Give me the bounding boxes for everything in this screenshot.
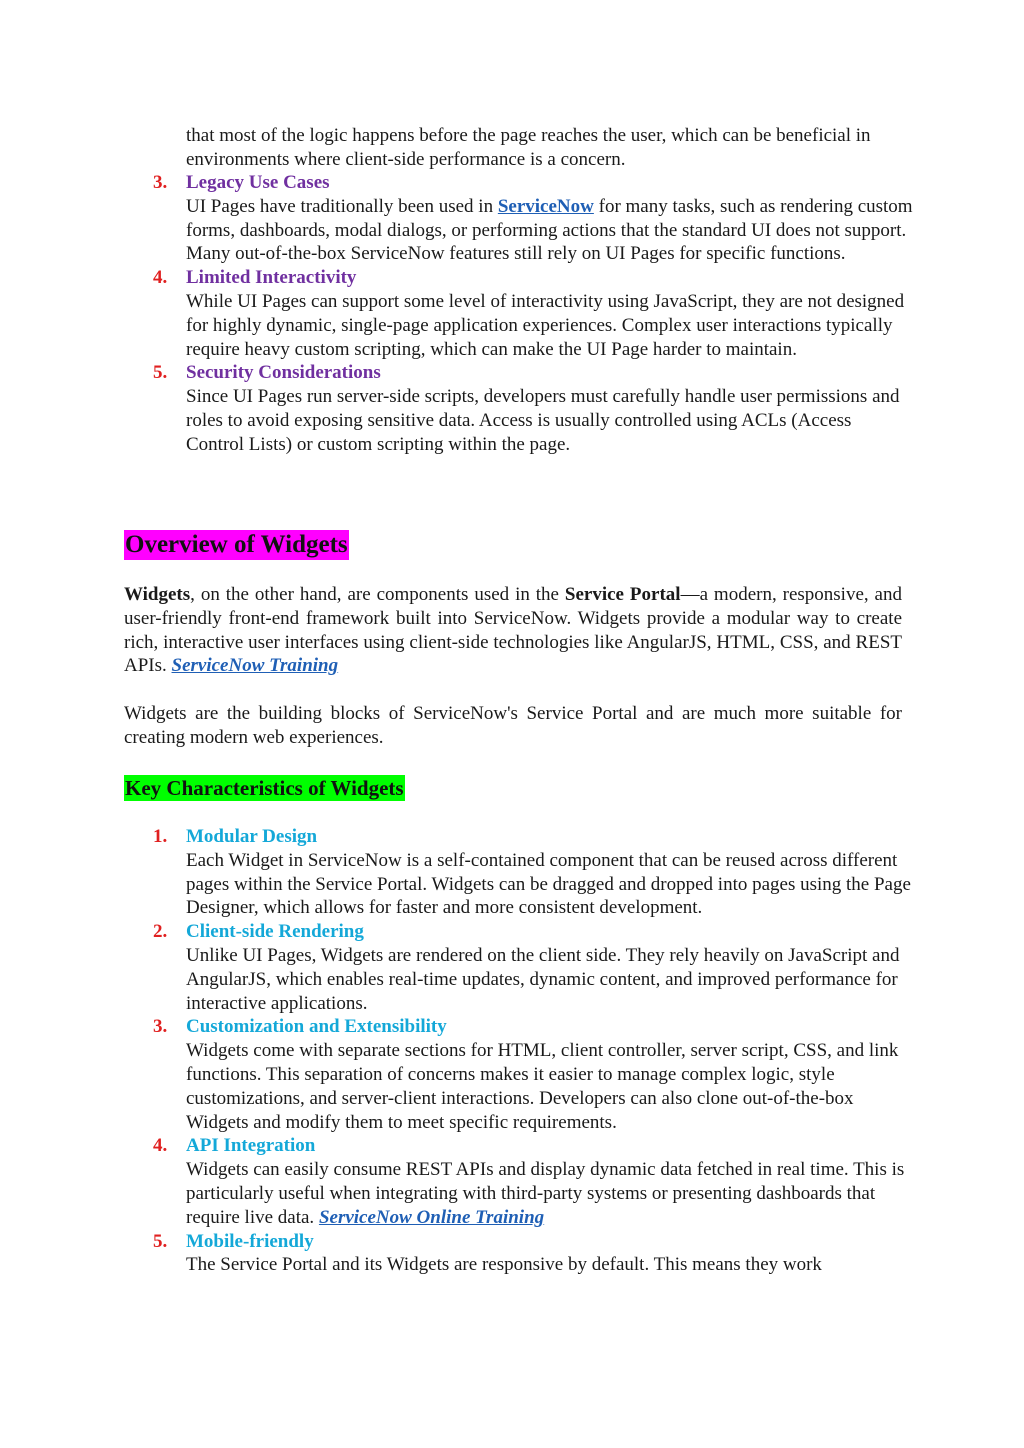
list-item <box>124 825 914 920</box>
item-body <box>186 195 914 266</box>
list-number: 3. <box>153 172 168 193</box>
list-number: 5. <box>153 362 168 384</box>
item-heading: Client-side Rendering <box>186 921 364 943</box>
item-heading: Mobile-friendly <box>186 1230 314 1252</box>
widgets-intro-paragraph <box>124 583 902 678</box>
body-text: Widgets can easily consume REST APIs and display dynamic data fetched in real time. This is particularly useful when integrating with third-party systems or presenting dashboards that require live data. <box>186 1159 905 1228</box>
item-body: Unlike UI Pages, Widgets are rendered on the client side. They rely heavily on JavaScript and AngularJS, which enables real-time updates, dynamic content, and improved performance for interactive applications. <box>186 944 900 1014</box>
list-item <box>124 361 914 456</box>
list-number: 2. <box>153 921 168 943</box>
widgets-characteristics-list <box>124 825 914 1277</box>
body-text: , on the other hand, are components used in the <box>190 584 565 605</box>
item-body: Each Widget in ServiceNow is a self-contained component that can be reused across different pages within the Service Portal. Widgets can be dragged and dropped into pages using the Page Designer, which allows for faster and more consistent development. <box>186 849 911 919</box>
list-item <box>124 1230 914 1278</box>
body-text: UI Pages have traditionally been used in <box>186 195 498 217</box>
body-text: for many tasks, such as rendering custom forms, dashboards, modal dialogs, or performing actions that the standard UI does not support. Many out-of-the-box ServiceNow features still rely on UI Pages for specific functions. <box>186 195 913 265</box>
item-heading: Customization and Extensibility <box>186 1016 447 1038</box>
servicenow-link[interactable]: ServiceNow <box>497 195 594 217</box>
overview-of-widgets-heading: Overview of Widgets <box>125 531 348 558</box>
list-item <box>124 266 914 361</box>
list-number: 3. <box>153 1016 168 1038</box>
list-item <box>124 1015 914 1134</box>
intro-continuation: that most of the logic happens before the page reaches the user, which can be beneficial in environments where client-side performance is a concern. <box>186 125 871 170</box>
item-body: While UI Pages can support some level of interactivity using JavaScript, they are not designed for highly dynamic, single-page application experiences. Complex user interactions typically require heavy custom scripting, which can make the UI Page harder to maintain. <box>186 290 905 360</box>
list-number: 4. <box>153 267 168 289</box>
item-heading: Limited Interactivity <box>186 267 357 289</box>
list-number: 1. <box>153 826 168 847</box>
building-blocks-paragraph: Widgets are the building blocks of ServiceNow's Service Portal and are much more suitable for creating modern web experiences. <box>124 703 902 748</box>
list-number: 5. <box>153 1230 168 1252</box>
ui-pages-list <box>124 171 914 457</box>
item-body: Widgets come with separate sections for HTML, client controller, server script, CSS, and link functions. This separation of concerns makes it easier to manage complex logic, style customizations, and server-client interactions. Developers can also clone out-of-the-box Widgets and modify them to meet specific requirements. <box>186 1040 899 1133</box>
servicenow-online-training-link[interactable]: ServiceNow Online Training <box>318 1206 545 1228</box>
item-body: Since UI Pages run server-side scripts, developers must carefully handle user permissions and roles to avoid exposing sensitive data. Access is usually controlled using ACLs (Access Control Lists) or custom scripting within the page. <box>186 386 900 455</box>
item-heading: Modular Design <box>186 826 318 847</box>
bold-term: Service Portal <box>564 584 681 605</box>
item-heading: Legacy Use Cases <box>186 172 330 193</box>
body-text: —a modern, responsive, and user-friendly front-end framework built into ServiceNow. Widgets provide a modular way to create rich, interactive user interfaces using client-side technologies like AngularJS, HTML, CSS, and REST APIs. <box>124 584 902 677</box>
list-number: 4. <box>153 1135 168 1157</box>
item-heading: API Integration <box>186 1135 316 1157</box>
item-heading: Security Considerations <box>186 362 381 384</box>
list-item <box>124 1134 914 1229</box>
key-characteristics-heading: Key Characteristics of Widgets <box>125 776 404 800</box>
item-body <box>186 1158 914 1229</box>
item-body: The Service Portal and its Widgets are responsive by default. This means they work <box>186 1254 822 1276</box>
list-item <box>124 171 914 266</box>
bold-term: Widgets <box>124 584 191 605</box>
servicenow-training-link[interactable]: ServiceNow Training <box>171 655 339 677</box>
list-item <box>124 920 914 1015</box>
